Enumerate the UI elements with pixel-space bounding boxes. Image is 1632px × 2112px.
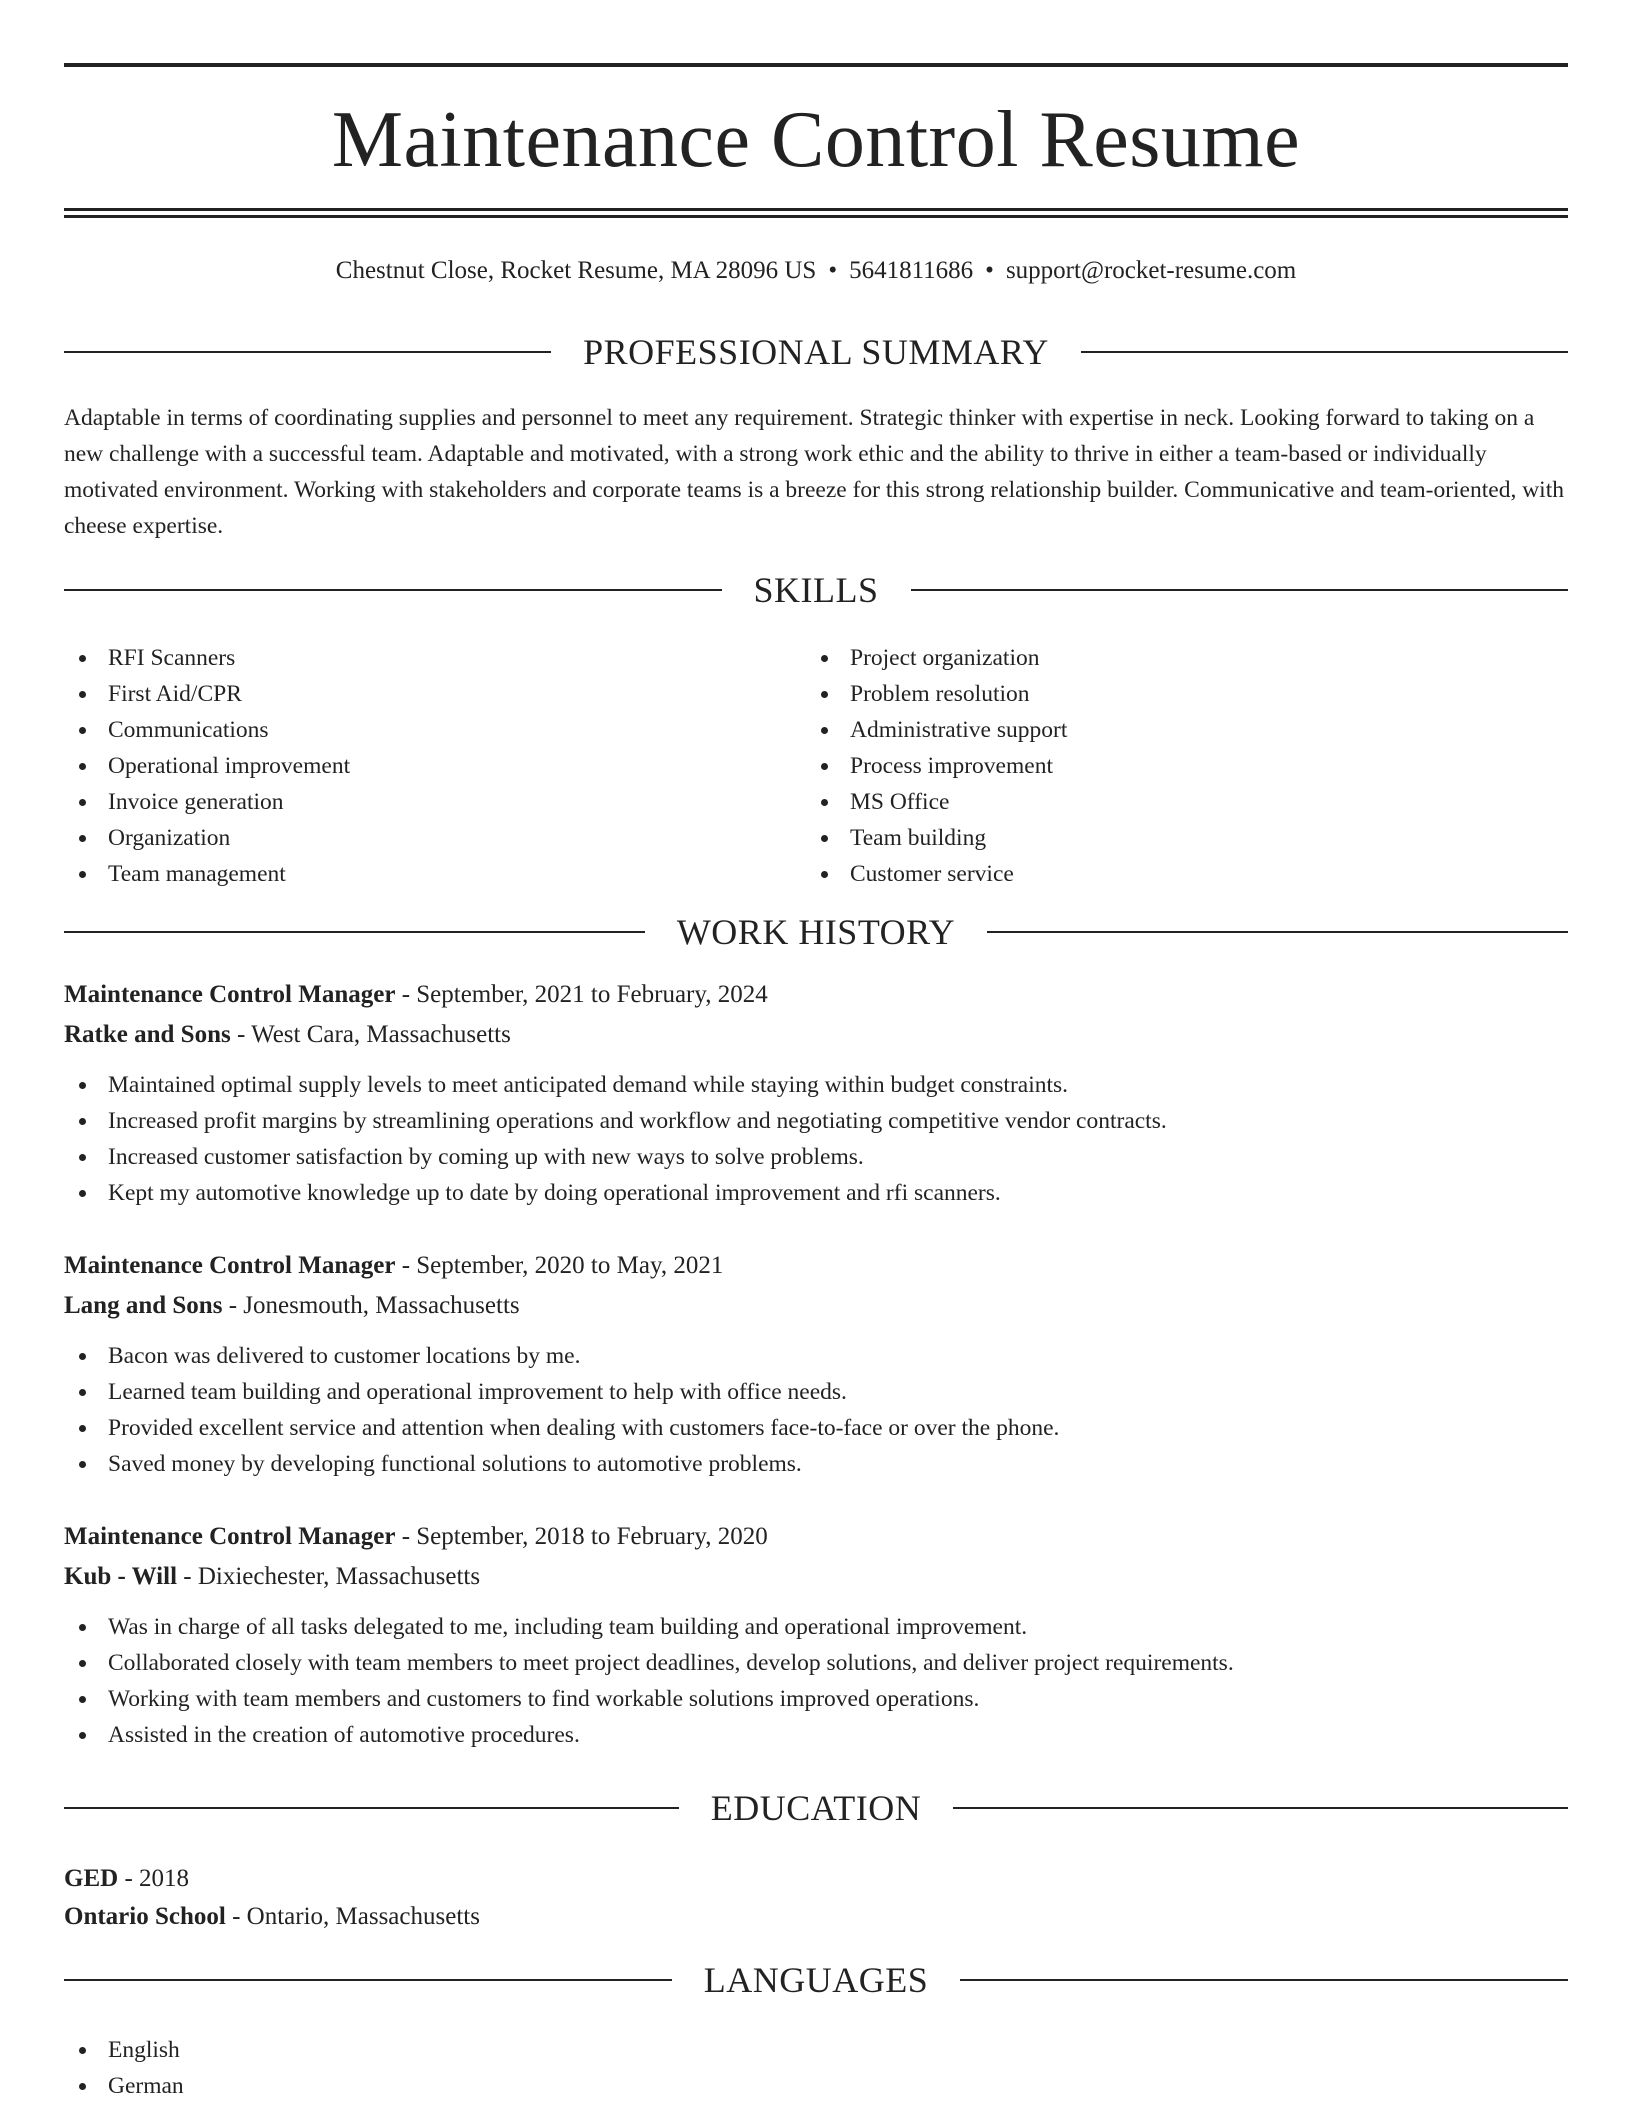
contact-separator: • [985, 257, 994, 284]
skill-item: Team building [806, 820, 1548, 856]
heading-label: WORK HISTORY [676, 912, 956, 952]
heading-label: LANGUAGES [703, 1960, 929, 2000]
education-location: Ontario, Massachusetts [246, 1903, 480, 1930]
languages-block [64, 2032, 1568, 2104]
job-title: Maintenance Control Manager [64, 1252, 396, 1279]
heading-rule [960, 1979, 1568, 1981]
job-duty: Was in charge of all tasks delegated to me, including team building and operational improvement. [64, 1609, 1568, 1645]
job-duties [64, 1609, 1568, 1753]
languages-list [64, 2032, 1568, 2104]
job-company-line [64, 1557, 1568, 1597]
job-company-line [64, 1015, 1568, 1055]
heading-rule [911, 589, 1569, 591]
skills-list-left [64, 640, 806, 892]
contact-line [64, 254, 1568, 288]
heading-rule [64, 351, 551, 353]
education-degree: GED [64, 1865, 119, 1892]
resume-title: Maintenance Control Resume [331, 96, 1301, 184]
job-company: Lang and Sons [64, 1292, 223, 1319]
job-dates: September, 2021 to February, 2024 [416, 981, 768, 1008]
skill-item: RFI Scanners [64, 640, 806, 676]
heading-rule [64, 589, 722, 591]
job-duty: Saved money by developing functional solutions to automotive problems. [64, 1446, 1568, 1482]
section-heading-education [64, 1786, 1568, 1830]
skills-columns [64, 640, 1568, 892]
job-company: Ratke and Sons [64, 1021, 231, 1048]
skill-item: Project organization [806, 640, 1548, 676]
job-title-line [64, 1517, 1568, 1557]
section-heading-languages [64, 1958, 1568, 2002]
dash: - [118, 1865, 140, 1892]
job-duty: Increased profit margins by streamlining operations and workflow and negotiating competitive vendor contracts. [64, 1103, 1568, 1139]
education-degree-line [64, 1860, 1568, 1898]
heading-label: PROFESSIONAL SUMMARY [583, 332, 1049, 372]
job-entry [64, 1517, 1568, 1753]
heading-rule [64, 931, 645, 933]
education-school: Ontario School [64, 1903, 226, 1930]
heading-label: EDUCATION [710, 1788, 922, 1828]
summary-text: Adaptable in terms of coordinating supplies and personnel to meet any requirement. Strategic thinker with expertise in neck. Looking forward to taking on a new challenge with a successful team. Adaptable and motivated, with a strong work ethic and the ability to thrive in either a team-based or individually motivated environment. Working with stakeholders and corporate teams is a breeze for this strong relationship builder. Communicative and team-oriented, with cheese expertise. [64, 405, 1564, 539]
job-duties [64, 1338, 1568, 1482]
job-duty: Kept my automotive knowledge up to date by doing operational improvement and rfi scanners. [64, 1175, 1568, 1211]
skill-item: Administrative support [806, 712, 1548, 748]
job-entry [64, 1246, 1568, 1482]
skill-item: Organization [64, 820, 806, 856]
job-duty: Assisted in the creation of automotive procedures. [64, 1717, 1568, 1753]
dash: - [177, 1563, 198, 1590]
heading-rule [64, 1979, 672, 1981]
job-duty: Bacon was delivered to customer locations by me. [64, 1338, 1568, 1374]
job-location: Dixiechester, Massachusetts [197, 1563, 481, 1590]
job-duty: Provided excellent service and attention when dealing with customers face-to-face or over the phone. [64, 1410, 1568, 1446]
dash: - [222, 1292, 244, 1319]
language-item: German [64, 2068, 1568, 2104]
section-heading-summary [64, 330, 1568, 374]
contact-email: support@rocket-resume.com [1005, 257, 1297, 284]
job-duty: Working with team members and customers to find workable solutions improved operations. [64, 1681, 1568, 1717]
skill-item: Customer service [806, 856, 1548, 892]
job-title: Maintenance Control Manager [64, 1523, 396, 1550]
contact-phone: 5641811686 [849, 257, 974, 284]
job-duty: Collaborated closely with team members to meet project deadlines, develop solutions, and deliver project requirements. [64, 1645, 1568, 1681]
skill-item: Process improvement [806, 748, 1548, 784]
skill-item: Invoice generation [64, 784, 806, 820]
heading-label: SKILLS [753, 570, 879, 610]
job-duties [64, 1067, 1568, 1211]
dash: - [395, 981, 417, 1008]
dash: - [395, 1252, 417, 1279]
skill-item: Operational improvement [64, 748, 806, 784]
skill-item: Communications [64, 712, 806, 748]
job-company-line [64, 1286, 1568, 1326]
language-item: English [64, 2032, 1568, 2068]
skill-item: Problem resolution [806, 676, 1548, 712]
skills-list-right [806, 640, 1548, 892]
education-school-line [64, 1898, 1568, 1936]
dash: - [230, 1021, 252, 1048]
contact-address: Chestnut Close, Rocket Resume, MA 28096 US [335, 257, 817, 284]
heading-rule [953, 1807, 1568, 1809]
top-rule [64, 63, 1568, 67]
heading-rule [64, 1807, 679, 1809]
job-entry [64, 975, 1568, 1211]
skill-item: MS Office [806, 784, 1548, 820]
dash: - [225, 1903, 247, 1930]
dash: - [395, 1523, 417, 1550]
title-double-rule [64, 208, 1568, 218]
section-heading-skills [64, 568, 1568, 612]
job-company: Kub - Will [64, 1563, 178, 1590]
education-year: 2018 [139, 1865, 190, 1892]
job-title: Maintenance Control Manager [64, 981, 396, 1008]
job-dates: September, 2020 to May, 2021 [416, 1252, 724, 1279]
heading-rule [987, 931, 1568, 933]
skill-item: Team management [64, 856, 806, 892]
heading-rule [1081, 351, 1568, 353]
job-location: Jonesmouth, Massachusetts [243, 1292, 520, 1319]
job-dates: September, 2018 to February, 2020 [416, 1523, 768, 1550]
section-heading-work-history [64, 910, 1568, 954]
job-title-line [64, 1246, 1568, 1286]
skill-item: First Aid/CPR [64, 676, 806, 712]
education-entry [64, 1860, 1568, 1936]
job-duty: Maintained optimal supply levels to meet anticipated demand while staying within budget constraints. [64, 1067, 1568, 1103]
job-title-line [64, 975, 1568, 1015]
job-duty: Learned team building and operational improvement to help with office needs. [64, 1374, 1568, 1410]
contact-separator: • [828, 257, 838, 284]
job-duty: Increased customer satisfaction by coming up with new ways to solve problems. [64, 1139, 1568, 1175]
job-location: West Cara, Massachusetts [251, 1021, 511, 1048]
